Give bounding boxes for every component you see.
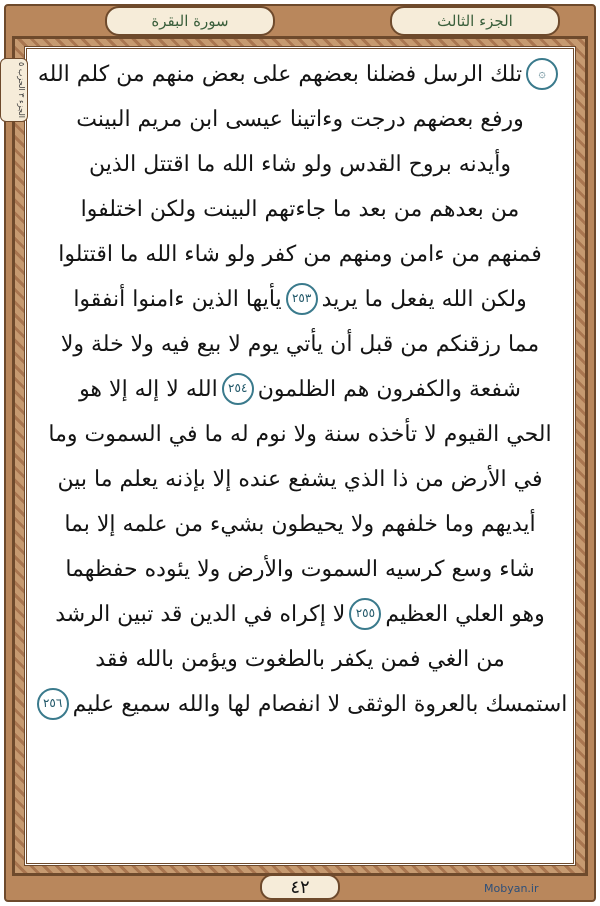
text-line-10 <box>30 455 570 503</box>
text-line-8 <box>30 365 570 413</box>
line-text: استمسك بالعروة الوثقى لا انفصام لها والله سميع عليم <box>72 691 568 717</box>
text-line-15 <box>30 680 570 728</box>
line-text: من الغي فمن يكفر بالطغوت ويؤمن بالله فقد <box>95 646 505 672</box>
text-line-14 <box>30 635 570 683</box>
text-line-6 <box>30 275 570 323</box>
line-text: ولكن الله يفعل ما يريد <box>321 286 527 312</box>
line-text: ورفع بعضهم درجت وءاتينا عيسى ابن مريم البينت <box>76 106 524 132</box>
line-text: أيديهم وما خلفهم ولا يحيطون بشيء من علمه إلا بما <box>64 511 536 537</box>
text-line-1 <box>30 50 570 98</box>
text-line-9 <box>30 410 570 458</box>
juz-hizb-marker: الجزء ٣ الحزب ٥ <box>0 58 28 122</box>
line-text: يأيها الذين ءامنوا أنفقوا <box>73 286 282 312</box>
line-text: الحي القيوم لا تأخذه سنة ولا نوم له ما في السموت وما <box>48 421 552 447</box>
line-text: في الأرض من ذا الذي يشفع عنده إلا بإذنه يعلم ما بين <box>57 466 543 492</box>
ayah-number-254: ٢٥٤ <box>222 373 254 405</box>
ayah-number-255: ٢٥٥ <box>349 598 381 630</box>
line-text: الله لا إله إلا هو <box>79 376 218 402</box>
text-line-3 <box>30 140 570 188</box>
line-text: مما رزقنكم من قبل أن يأتي يوم لا بيع فيه ولا خلة ولا <box>60 331 540 357</box>
juz-title: الجزء الثالث <box>390 6 560 36</box>
line-text: وأيدنه بروح القدس ولو شاء الله ما اقتتل الذين <box>88 151 512 177</box>
text-line-7 <box>30 320 570 368</box>
page-number: ٤٢ <box>260 874 340 900</box>
ayah-start-icon: ۞ <box>526 58 558 90</box>
line-text: شاء وسع كرسيه السموت والأرض ولا يئوده حفظهما <box>65 556 535 582</box>
text-line-13 <box>30 590 570 638</box>
quran-text <box>30 50 570 862</box>
watermark: Mobyan.ir <box>484 882 539 895</box>
line-text: من بعدهم من بعد ما جاءتهم البينت ولكن اختلفوا <box>80 196 520 222</box>
text-line-5 <box>30 230 570 278</box>
line-text: تلك الرسل فضلنا بعضهم على بعض منهم من كلم الله <box>37 61 523 87</box>
text-line-12 <box>30 545 570 593</box>
ayah-number-253: ٢٥٣ <box>286 283 318 315</box>
text-line-11 <box>30 500 570 548</box>
line-text: فمنهم من ءامن ومنهم من كفر ولو شاء الله ما اقتتلوا <box>58 241 542 267</box>
line-text: شفعة والكفرون هم الظلمون <box>257 376 521 402</box>
surah-title: سورة البقرة <box>105 6 275 36</box>
line-text: وهو العلي العظيم <box>385 601 545 627</box>
text-line-4 <box>30 185 570 233</box>
text-line-2 <box>30 95 570 143</box>
ayah-number-256: ٢٥٦ <box>37 688 69 720</box>
line-text: لا إكراه في الدين قد تبين الرشد <box>55 601 346 627</box>
